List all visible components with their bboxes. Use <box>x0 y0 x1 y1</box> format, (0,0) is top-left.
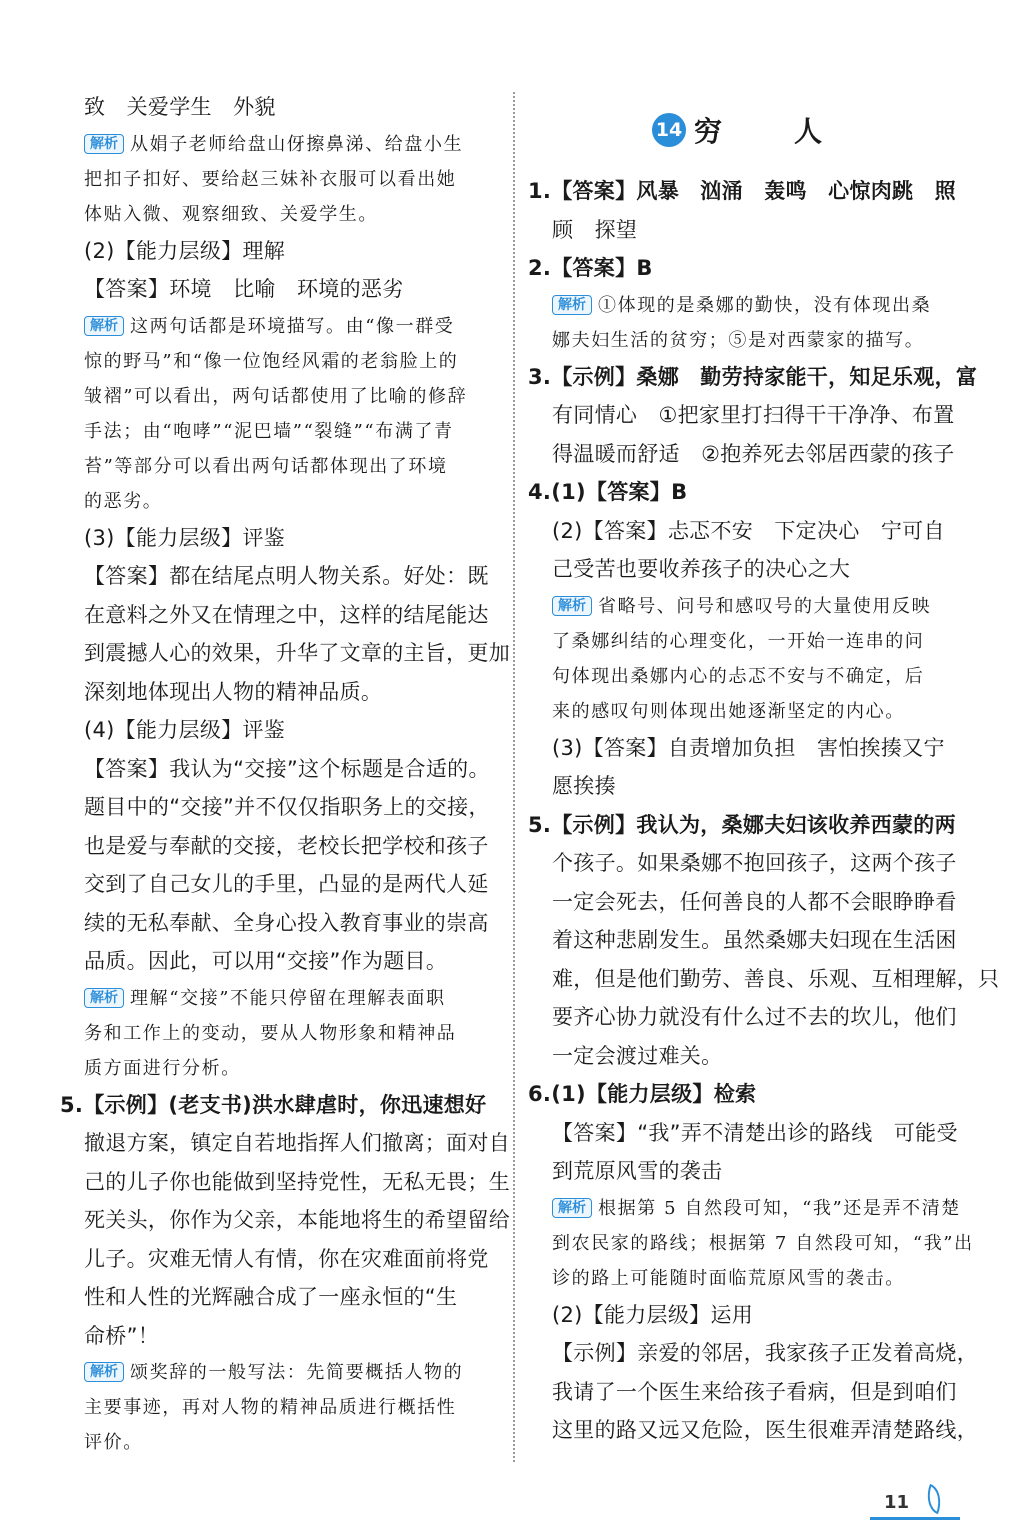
analysis-tag: 解析 <box>84 1362 124 1382</box>
line-text: 到荒原风雪的袭击 <box>552 1159 723 1183</box>
analysis-tag: 解析 <box>84 134 124 154</box>
text-line <box>528 1037 968 1076</box>
text-line <box>528 767 968 806</box>
text-line <box>60 1051 502 1086</box>
text-line <box>60 673 502 712</box>
text-line <box>60 1317 502 1356</box>
text-line <box>60 1355 502 1390</box>
analysis-tag: 解析 <box>84 988 124 1008</box>
line-text: 诊的路上可能随时面临荒原风雪的袭击。 <box>552 1267 905 1289</box>
line-text: (4)【能力层级】评鉴 <box>84 718 286 742</box>
line-text: (2)【答案】忐忑不安 下定决心 宁可自 <box>552 518 945 543</box>
line-text: 在意料之外又在情理之中，这样的结尾能达 <box>84 602 489 627</box>
text-line <box>528 1226 974 1261</box>
text-line <box>528 1373 968 1412</box>
line-text: 3.【示例】桑娜 勤劳持家能干，知足乐观，富 <box>528 364 978 389</box>
line-text: 儿子。灾难无情人有情，你在灾难面前将党 <box>84 1246 489 1271</box>
line-text: 把扣子扣好、要给赵三妹补衣服可以看出她 <box>84 168 457 190</box>
text-line <box>528 1191 968 1226</box>
text-line <box>528 1334 978 1373</box>
text-line <box>60 1163 510 1202</box>
text-line <box>60 1390 502 1425</box>
line-text: 得温暖而舒适 ②抱养死去邻居西蒙的孩子 <box>552 441 955 466</box>
text-line <box>60 232 502 271</box>
text-line <box>528 249 968 288</box>
text-line <box>528 550 968 589</box>
line-text: 己的儿子你也能做到坚持党性，无私无畏；生 <box>84 1169 510 1194</box>
line-text: 体贴入微、观察细致、关爱学生。 <box>84 203 378 225</box>
line-text: 这里的路又远又危险，医生很难弄清楚路线， <box>552 1418 978 1442</box>
text-line <box>528 1152 968 1191</box>
line-text: 句体现出桑娜内心的忐忑不安与不确定，后 <box>552 665 925 687</box>
text-line <box>60 788 502 827</box>
right-column-body <box>528 172 1000 1450</box>
text-line <box>60 270 502 309</box>
line-text: 顾 探望 <box>552 217 638 242</box>
right-column <box>528 88 1000 1450</box>
text-line <box>60 634 510 673</box>
line-text: 【答案】我认为“交接”这个标题是合适的。 <box>84 756 490 781</box>
line-text: 到震撼人心的效果，升华了文章的主旨，更加 <box>84 641 510 665</box>
text-line <box>528 1411 978 1450</box>
text-line <box>60 484 502 519</box>
text-line <box>60 827 502 866</box>
line-text: 4.(1)【答案】B <box>528 480 688 504</box>
line-text: 了桑娜纠结的心理变化，一开始一连串的问 <box>552 630 925 652</box>
text-line <box>60 1240 502 1279</box>
line-text: 个孩子。如果桑娜不抱回孩子，这两个孩子 <box>552 851 957 875</box>
leaf-icon <box>921 1484 947 1515</box>
text-line <box>60 309 502 344</box>
text-line <box>60 449 502 484</box>
line-text: 5.【示例】(老支书)洪水肆虐时，你迅速想好 <box>60 1092 487 1117</box>
text-line <box>60 1124 510 1163</box>
line-text: 死关头，你作为父亲，本能地将生的希望留给 <box>84 1208 510 1232</box>
text-line <box>528 1296 968 1335</box>
analysis-tag: 解析 <box>552 295 592 315</box>
text-line <box>60 1278 502 1317</box>
line-text: 愿挨揍 <box>552 774 616 798</box>
lesson-title-text: 穷 人 <box>693 115 844 148</box>
text-line <box>528 1261 968 1296</box>
text-line <box>528 960 1000 999</box>
analysis-tag: 解析 <box>84 316 124 336</box>
text-line <box>528 473 968 512</box>
text-line <box>528 729 968 768</box>
text-line <box>528 921 968 960</box>
text-line <box>60 942 502 981</box>
text-line <box>528 883 968 922</box>
line-text: 理解“交接”不能只停留在理解表面职 <box>130 987 446 1009</box>
line-text: 着这种悲剧发生。虽然桑娜夫妇现在生活困 <box>552 928 957 952</box>
line-text: 交到了自己女儿的手里，凸显的是两代人延 <box>84 872 489 896</box>
line-text: ①体现的是桑娜的勤快，没有体现出桑 <box>598 294 932 316</box>
text-line <box>60 904 502 943</box>
text-line <box>528 172 968 211</box>
line-text: 手法；由“咆哮”“泥巴墙”“裂缝”“布满了青 <box>84 420 454 442</box>
line-text: 【答案】“我”弄不清楚出诊的路线 可能受 <box>552 1120 958 1145</box>
text-line <box>528 1114 968 1153</box>
line-text: 题目中的“交接”并不仅仅指职务上的交接， <box>84 795 490 819</box>
line-text: 【示例】亲爱的邻居，我家孩子正发着高烧， <box>552 1341 978 1365</box>
text-line <box>528 1075 968 1114</box>
text-line <box>60 596 502 635</box>
line-text: 务和工作上的变动，要从人物形象和精神品 <box>84 1022 457 1044</box>
line-text: 【答案】都在结尾点明人物关系。好处：既 <box>84 564 489 588</box>
text-line <box>528 844 968 883</box>
text-line <box>528 435 968 474</box>
page-number-underline <box>870 1517 960 1520</box>
line-text: 省略号、问号和感叹号的大量使用反映 <box>598 595 932 617</box>
text-line <box>528 806 968 845</box>
lesson-title <box>528 88 968 172</box>
text-line <box>528 288 968 323</box>
line-text: (3)【答案】自责增加负担 害怕挨揍又宁 <box>552 735 945 760</box>
line-text: 颂奖辞的一般写法：先简要概括人物的 <box>130 1362 464 1383</box>
line-text: 评价。 <box>84 1432 143 1453</box>
text-line <box>60 557 502 596</box>
line-text: 【答案】环境 比喻 环境的恶劣 <box>84 277 404 301</box>
page-number: 11 <box>884 1492 910 1513</box>
line-text: 己受苦也要收养孩子的决心之大 <box>552 557 851 581</box>
text-line <box>60 519 502 558</box>
text-line <box>60 344 502 379</box>
line-text: 致 关爱学生 外貌 <box>84 95 276 119</box>
text-line <box>60 414 502 449</box>
line-text: (2)【能力层级】运用 <box>552 1302 754 1327</box>
line-text: 难，但是他们勤劳、善良、乐观、互相理解，只 <box>552 966 1000 991</box>
line-text: 有同情心 ①把家里打扫得干干净净、布置 <box>552 403 955 427</box>
text-line <box>528 659 968 694</box>
line-text: 续的无私奉献、全身心投入教育事业的崇高 <box>84 910 489 935</box>
text-line <box>60 127 502 162</box>
text-line <box>60 88 502 127</box>
line-text: 一定会渡过难关。 <box>552 1043 723 1068</box>
line-text: 2.【答案】B <box>528 256 653 280</box>
line-text: 皱褶”可以看出，两句话都使用了比喻的修辞 <box>84 385 468 407</box>
text-line <box>528 358 978 397</box>
text-line <box>60 1086 502 1125</box>
text-line <box>528 694 968 729</box>
left-column <box>60 88 510 1460</box>
line-text: 撤退方案，镇定自若地指挥人们撤离；面对自 <box>84 1131 510 1155</box>
text-line <box>528 589 968 624</box>
line-text: 苔”等部分可以看出两句话都体现出了环境 <box>84 455 448 477</box>
text-line <box>528 512 968 551</box>
text-line <box>60 750 502 789</box>
line-text: 的恶劣。 <box>84 490 163 512</box>
text-line <box>528 998 968 1037</box>
line-text: 深刻地体现出人物的精神品质。 <box>84 679 383 704</box>
line-text: 我请了一个医生来给孩子看病，但是到咱们 <box>552 1379 957 1404</box>
analysis-tag: 解析 <box>552 1198 592 1218</box>
line-text: 也是爱与奉献的交接，老校长把学校和孩子 <box>84 833 489 858</box>
column-divider <box>513 92 515 1462</box>
text-line <box>528 211 968 250</box>
text-line <box>60 1425 502 1460</box>
text-line <box>60 981 502 1016</box>
line-text: 根据第 5 自然段可知，“我”还是弄不清楚 <box>598 1197 961 1219</box>
text-line <box>60 379 502 414</box>
line-text: 来的感叹句则体现出她逐渐坚定的内心。 <box>552 700 905 722</box>
text-line <box>60 865 502 904</box>
line-text: 主要事迹，再对人物的精神品质进行概括性 <box>84 1397 457 1418</box>
analysis-tag: 解析 <box>552 596 592 616</box>
lesson-number-badge: 14 <box>652 113 686 147</box>
line-text: 惊的野马”和“像一位饱经风霜的老翁脸上的 <box>84 350 459 372</box>
text-line <box>60 162 502 197</box>
line-text: 这两句话都是环境描写。由“像一群受 <box>130 315 455 337</box>
line-text: 到农民家的路线；根据第 7 自然段可知，“我”出 <box>552 1232 974 1254</box>
line-text: 品质。因此，可以用“交接”作为题目。 <box>84 949 448 973</box>
line-text: (3)【能力层级】评鉴 <box>84 525 286 550</box>
text-line <box>528 624 968 659</box>
line-text: (2)【能力层级】理解 <box>84 238 286 263</box>
text-line <box>60 197 502 232</box>
line-text: 5.【示例】我认为，桑娜夫妇该收养西蒙的两 <box>528 812 956 837</box>
line-text: 质方面进行分析。 <box>84 1057 241 1079</box>
line-text: 一定会死去，任何善良的人都不会眼睁睁看 <box>552 889 957 914</box>
line-text: 要齐心协力就没有什么过不去的坎儿，他们 <box>552 1005 957 1029</box>
line-text: 娜夫妇生活的贫穷；⑤是对西蒙家的描写。 <box>552 329 925 351</box>
text-line <box>60 1201 510 1240</box>
line-text: 性和人性的光辉融合成了一座永恒的“生 <box>84 1285 458 1309</box>
text-line <box>528 396 968 435</box>
text-line <box>528 323 968 358</box>
line-text: 6.(1)【能力层级】检索 <box>528 1082 757 1106</box>
text-line <box>60 1016 502 1051</box>
line-text: 1.【答案】风暴 汹涌 轰鸣 心惊肉跳 照 <box>528 179 956 203</box>
line-text: 命桥”！ <box>84 1323 160 1348</box>
text-line <box>60 711 502 750</box>
line-text: 从娟子老师给盘山伢擦鼻涕、给盘小生 <box>130 133 464 155</box>
